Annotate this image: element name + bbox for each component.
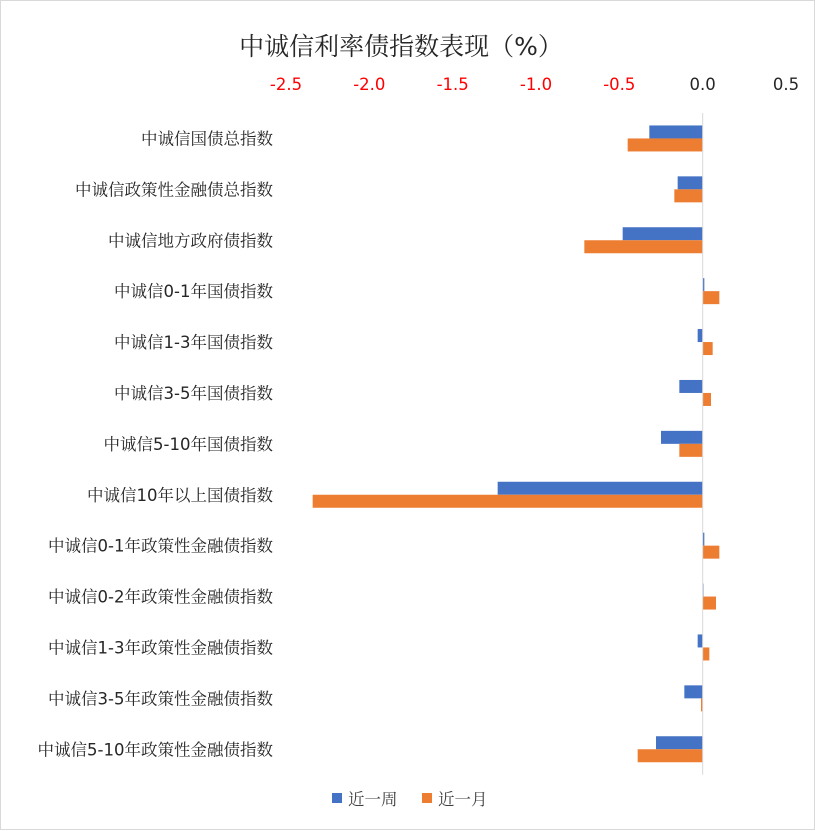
category-label: 中诚信0-2年政策性金融债指数	[48, 587, 273, 607]
category-labels	[38, 129, 274, 759]
bars	[313, 125, 720, 762]
chart-svg	[1, 1, 815, 831]
bar-week	[661, 431, 703, 444]
bar-month	[703, 342, 713, 355]
bar-week	[698, 634, 703, 647]
x-tick-label: -1.0	[519, 75, 553, 94]
bar-week	[498, 482, 703, 495]
bar-month	[638, 749, 703, 762]
bar-month	[679, 444, 702, 457]
category-label: 中诚信1-3年国债指数	[114, 333, 273, 353]
category-label: 中诚信3-5年国债指数	[114, 383, 273, 403]
chart-title: 中诚信利率债指数表现（%）	[239, 32, 563, 61]
category-label: 中诚信10年以上国债指数	[87, 485, 273, 505]
legend-swatch	[422, 793, 432, 803]
legend-swatch	[332, 793, 342, 803]
bar-month	[703, 647, 710, 660]
x-tick-label: -0.5	[603, 75, 636, 94]
bar-month	[703, 597, 716, 610]
bar-week	[649, 125, 702, 138]
category-label: 中诚信0-1年政策性金融债指数	[48, 536, 273, 556]
category-label: 中诚信1-3年政策性金融债指数	[48, 638, 273, 658]
bar-month	[703, 393, 711, 406]
legend	[332, 790, 488, 809]
legend-label: 近一周	[348, 790, 398, 809]
category-label: 中诚信0-1年国债指数	[114, 282, 273, 302]
x-tick-label: 0.5	[772, 75, 800, 94]
category-label: 中诚信政策性金融债总指数	[75, 180, 273, 200]
bar-month	[313, 495, 703, 508]
x-tick-label: -1.5	[436, 75, 469, 94]
bar-week	[679, 380, 702, 393]
category-label: 中诚信地方政府债指数	[108, 231, 273, 251]
bar-month	[674, 189, 702, 202]
bar-week	[698, 329, 703, 342]
category-label: 中诚信3-5年政策性金融债指数	[48, 689, 273, 709]
bar-month	[703, 546, 720, 559]
x-tick-label: -2.5	[269, 75, 303, 94]
bar-week	[684, 685, 702, 698]
bar-week	[623, 227, 703, 240]
legend-label: 近一月	[438, 790, 488, 809]
category-label: 中诚信5-10年国债指数	[103, 434, 273, 454]
x-tick-label: -2.0	[353, 75, 386, 94]
bar-week	[678, 176, 703, 189]
bar-month	[628, 138, 703, 151]
category-label: 中诚信国债总指数	[141, 129, 273, 149]
bar-month	[584, 240, 702, 253]
x-axis-ticks	[270, 75, 799, 94]
bar-week	[656, 736, 703, 749]
bar-month	[703, 291, 720, 304]
x-tick-label: 0.0	[689, 75, 716, 94]
category-label: 中诚信5-10年政策性金融债指数	[37, 740, 273, 760]
